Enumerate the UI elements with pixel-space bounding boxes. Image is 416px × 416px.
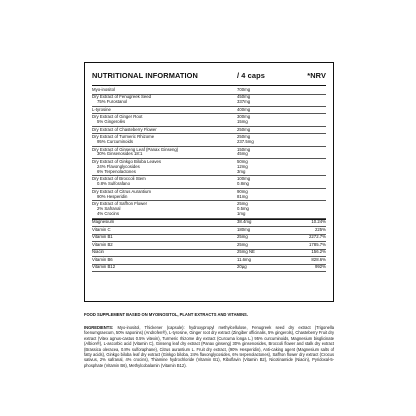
nutrient-row — [92, 134, 326, 146]
nutrient-name-cell — [92, 202, 237, 217]
nutrient-amount: 100mg — [237, 176, 251, 182]
nutrient-row — [92, 176, 326, 188]
nutrient-row — [92, 159, 326, 176]
nutrient-row — [92, 147, 326, 159]
nutrient-amount: 337mg — [237, 99, 251, 105]
nutrient-name-cell — [92, 190, 237, 200]
nutrient-amount-cell — [237, 190, 300, 200]
nutrient-amount-cell — [237, 265, 300, 270]
nutrient-name-cell — [92, 265, 237, 270]
nutrient-amount: 237.5mg — [237, 139, 254, 145]
nutrient-row — [92, 257, 326, 265]
nutrient-amount: 25mg — [237, 201, 248, 207]
nutrient-name: Dry Extract of Fenugreek Seed — [92, 94, 151, 100]
nutrient-amount: 700mg — [237, 86, 251, 92]
nutrient-row — [92, 189, 326, 201]
ingredients-text: Myo-inositol, Thickener (capsule): hydroxypropyl methylcellulose, Fenugreek seed dry extract (Trigonella foenumgraecum, 50% saponins) (Androfen®), L-tyrosine, Ginger root dry extract (Zingiber officinalis, 5% gingerols), Chasteberry Fruit dry extract (Vitex agnus-castus 0.5% vitexin), Turmeric rhizome dry extract (Curcuma longa L.) 95% curcuminoids, Magnesium bisglicinate (Albion®), L-ascorbic acid (Vitamin C), Ginseng leaf dry extract (Panax ginseng) 30% ginsenosides, Broccoli flower and stalk dry extract (Brassica oleracea, 0.8% sulforaphane), Citrus aurantium L. Fruit dry extract, (90% Hesperidin), Anti-caking agent (Magnesium salts of fatty acids), Ginkgo biloba leaf dry extract (Ginkgo biloba, 24% flavonglycosides, 6% terpenolactones), Saffron flower dry extract (Crocus sativus, 2% safranal, 4% crocins), Thiamine hydrochloride (Vitamin B1), Riboflavin (Vitamin B2), Nicotinamide (Niacin), Pyridoxal-5-phosphate (Vitamin B6), Methylcobalamin (Vitamin B12). — [84, 325, 334, 368]
nutrient-name-cell — [92, 160, 237, 175]
ingredients-label: INGREDIENTS: — [84, 325, 114, 330]
header-divider — [92, 85, 326, 86]
nutrient-amount-cell — [237, 250, 300, 255]
nutrient-name: Dry Extract of Broccoli Stem — [92, 176, 146, 182]
nutrient-amount-cell — [237, 108, 300, 113]
nutrient-row — [92, 235, 326, 243]
nutrient-amount-cell — [237, 243, 300, 248]
nutrient-amount-cell — [237, 115, 300, 125]
nutrient-name-cell — [92, 228, 237, 233]
nutrient-amount: 38.4mg — [237, 219, 252, 225]
nutrient-nrv: 10.24% — [311, 219, 326, 225]
nutrient-sub-name: 2% Safranal — [97, 205, 121, 211]
nutrient-row — [92, 227, 326, 235]
nutrient-nrv: 992% — [315, 264, 326, 270]
ingredients-paragraph — [84, 325, 334, 368]
nutrient-amount-cell — [237, 95, 300, 105]
nutrient-amount-cell — [237, 235, 300, 240]
nutrient-name: Vitamin B12 — [92, 264, 116, 270]
nutrient-sub-name: 5% Gingerolès — [97, 119, 126, 125]
nutrient-row — [92, 219, 326, 228]
nutrient-sub-name: 4% Crocins — [97, 210, 119, 216]
nutrient-name-cell — [92, 108, 237, 113]
nutrient-name: Dry Extract of Saffron Flower — [92, 201, 148, 207]
nutrient-amount: 0.5mg — [237, 205, 249, 211]
nutrient-name: Dry Extract of Ginseng Leaf (Panax Ginseng) — [92, 146, 179, 152]
nutrient-amount: 12mg — [237, 163, 248, 169]
nutrient-name-cell — [92, 88, 237, 93]
nutrient-amount-cell — [237, 228, 300, 233]
supplement-statement: FOOD SUPPLEMENT BASED ON MYOINOSITOL, PLANT EXTRACTS AND VITAMINS. — [84, 312, 248, 317]
nutrient-amount: 0.8mg — [237, 181, 249, 187]
nutrient-amount-cell — [237, 88, 300, 93]
nutrient-amount-cell — [237, 202, 300, 217]
nutrient-name: Dry Extract of Ginger Root — [92, 114, 143, 120]
nutrient-name-cell — [92, 243, 237, 248]
nutrient-amount: 20µg — [237, 264, 247, 270]
nutrient-amount-cell — [237, 258, 300, 263]
nutrient-amount-cell — [237, 148, 300, 158]
nrv-heading: *NRV — [307, 70, 326, 80]
nutrient-amount-cell — [237, 128, 300, 133]
nutrient-amount: 45mg — [237, 151, 248, 157]
nutrient-row — [92, 95, 326, 107]
nutrient-row — [92, 265, 326, 273]
nutrient-amount-cell — [237, 160, 300, 175]
nutrient-amount: 180mg — [237, 226, 251, 232]
nutrient-nrv: 225% — [315, 226, 326, 232]
nutrient-row — [92, 250, 326, 258]
nutrient-name-cell — [92, 250, 237, 255]
nutrient-name-cell — [92, 220, 237, 225]
nutrient-name: Dry Extract of Citrus Aurantium — [92, 188, 151, 194]
nutrient-row — [92, 201, 326, 218]
nutrient-amount: 90mg — [237, 188, 248, 194]
nutrient-amount: 81mg — [237, 193, 248, 199]
portion-heading: / 4 caps — [237, 70, 265, 80]
nutrient-name: Vitamin B1 — [92, 234, 113, 240]
nutrient-name: Magnesium — [92, 219, 115, 225]
nutrient-amount: 250mg — [237, 134, 251, 140]
nutrient-amount: 400mg — [237, 106, 251, 112]
nutrition-rows — [92, 87, 326, 272]
nutrient-name: Dry Extract of Ginkgo Biloba Leaves — [92, 158, 162, 164]
nutrient-nrv: 828.6% — [311, 256, 326, 262]
nutrient-name-cell — [92, 95, 237, 105]
nutrient-name-cell — [92, 177, 237, 187]
nutrient-name-cell — [92, 115, 237, 125]
nutrient-nrv: 1785.7% — [309, 241, 326, 247]
nutrient-sub-name: 24% Flavonglycosides — [97, 163, 140, 169]
nutrient-sub-name: 95% Curcuminoids — [97, 139, 134, 145]
nutrient-name-cell — [92, 258, 237, 263]
nutrient-amount-cell — [237, 177, 300, 187]
nutrient-sub-name: 75% Furostanol — [97, 99, 128, 105]
nutrient-amount-cell — [237, 220, 300, 225]
nutrient-amount: 25mg — [237, 234, 248, 240]
nutrient-amount: 3mg — [237, 168, 246, 174]
nutrient-name: Dry Extract of Turmeric Rhizome — [92, 134, 155, 140]
nutrient-row — [92, 114, 326, 126]
nutrient-name-cell — [92, 148, 237, 158]
nutrient-sub-name: 6% Terpenolactones — [97, 168, 136, 174]
nutrient-name: Dry Extract of Chasteberry Flower — [92, 126, 157, 132]
nutrient-amount: 25mg NE — [237, 249, 255, 255]
nutrient-name-cell — [92, 135, 237, 145]
nutrient-name-cell — [92, 235, 237, 240]
nutrient-sub-name: 0.8% Sulforafano — [97, 181, 130, 187]
nutrient-name: Myo-inositol — [92, 86, 115, 92]
nutrient-sub-name: 90% Hesperidin — [97, 193, 128, 199]
nutrient-name: L-tyrosine — [92, 106, 111, 112]
nutrient-amount: 25mg — [237, 241, 248, 247]
nutrient-amount: 15mg — [237, 119, 248, 125]
nutrient-amount: 300mg — [237, 114, 251, 120]
nutrition-header — [92, 68, 326, 82]
nutrient-name: Vitamin B6 — [92, 256, 113, 262]
nutrient-amount: 150mg — [237, 146, 251, 152]
nutrient-sub-name: 30% Ginsenosides 18:1 — [97, 151, 143, 157]
nutrient-amount-cell — [237, 135, 300, 145]
nutrient-nrv: 156.2% — [311, 249, 326, 255]
nutrient-amount: 250mg — [237, 126, 251, 132]
nutrient-amount: 11.6mg — [237, 256, 252, 262]
nutrient-name-cell — [92, 128, 237, 133]
nutrient-amount: 1mg — [237, 210, 246, 216]
nutrient-amount: 450mg — [237, 94, 251, 100]
nutrient-name: Niacin — [92, 249, 104, 255]
nutrient-name: Vitamin C — [92, 226, 111, 232]
nutrient-amount: 50mg — [237, 158, 248, 164]
nutrient-nrv: 2272.7% — [309, 234, 326, 240]
nutrition-title: NUTRITIONAL INFORMATION — [92, 70, 198, 80]
nutrition-panel — [84, 62, 334, 302]
nutrient-name: Vitamin B2 — [92, 241, 113, 247]
nutrient-row — [92, 242, 326, 250]
